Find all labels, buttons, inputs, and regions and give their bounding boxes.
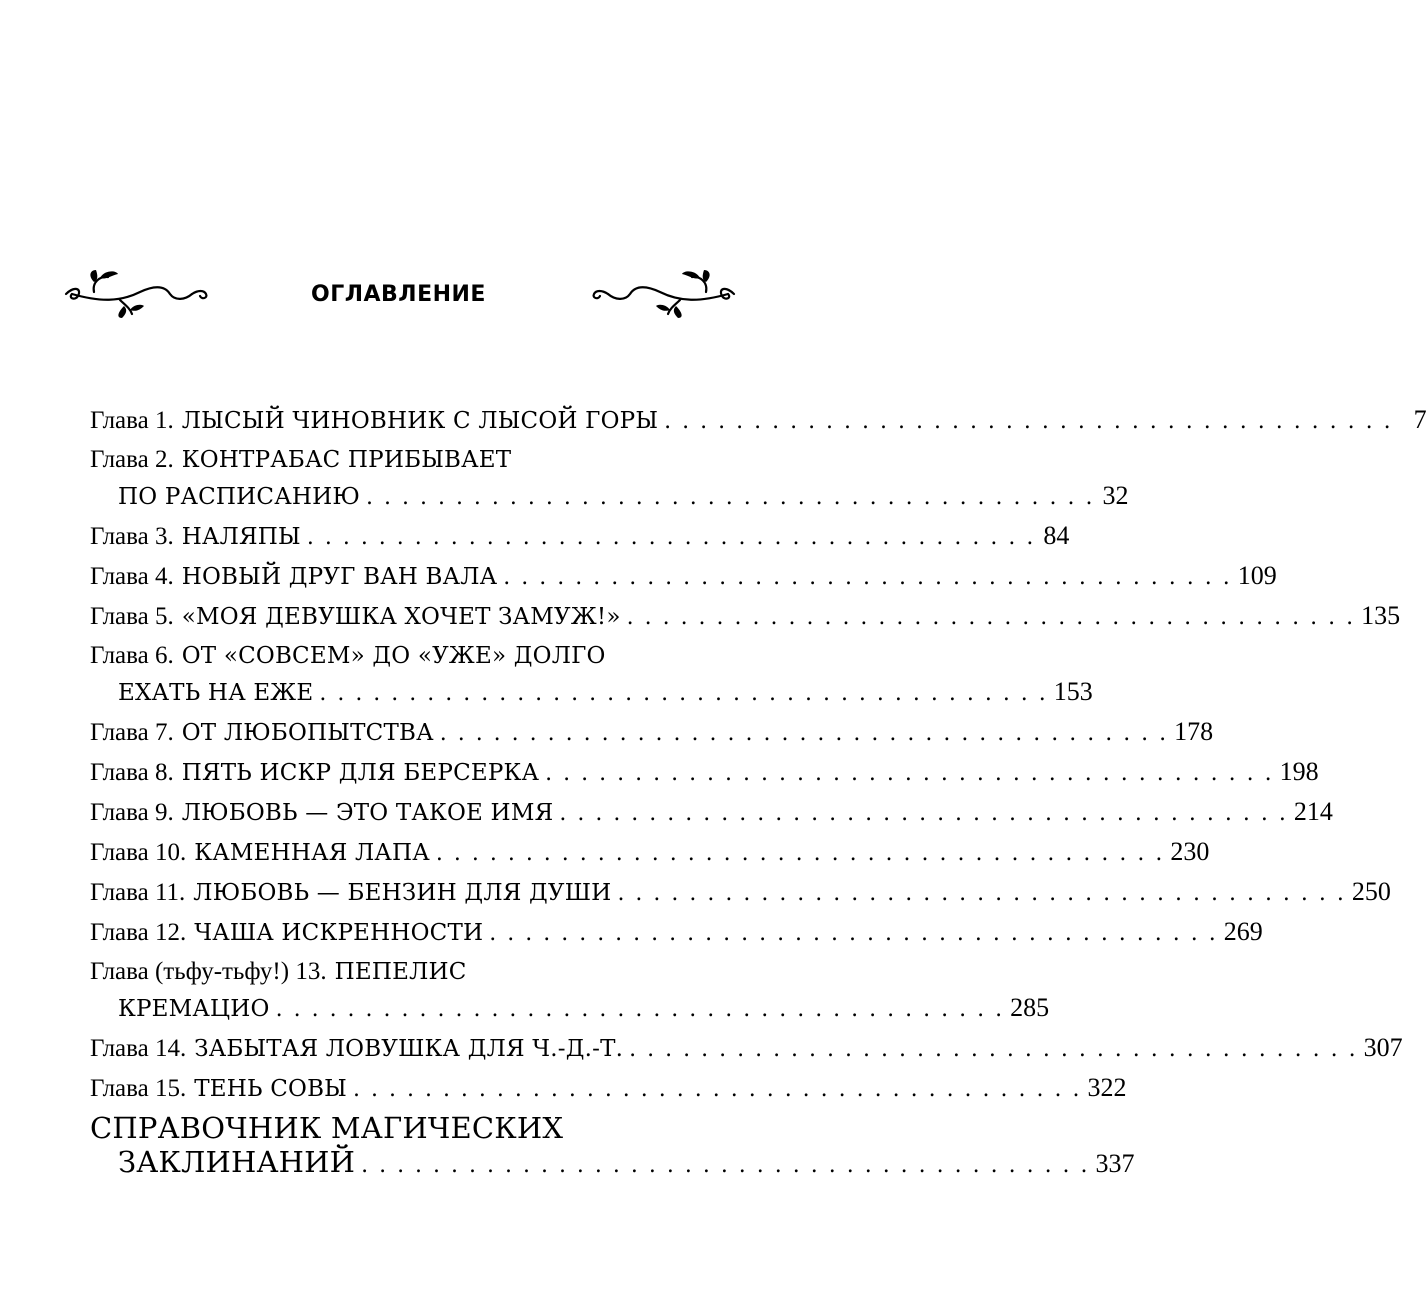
toc-entry-chapter-12[interactable] — [90, 912, 1263, 952]
appendix-title: СПРАВОЧНИК МАГИЧЕСКИХ — [90, 1111, 564, 1145]
chapter-title: «МОЯ ДЕВУШКА ХОЧЕТ ЗАМУЖ!» — [181, 604, 621, 630]
chapter-title: ПЕПЕЛИС — [334, 959, 467, 985]
dot-leader: . . . . . . . . . . . . . . . . . . . . . . . . . . . . . . . . . . . . . . . . . — [439, 721, 1169, 746]
page-number: 109 — [1237, 561, 1277, 590]
chapter-title: НОВЫЙ ДРУГ ВАН ВАЛА — [181, 564, 498, 590]
chapter-title: ОТ «СОВСЕМ» ДО «УЖЕ» ДОЛГО — [181, 643, 606, 669]
toc-entry-chapter-9[interactable] — [90, 792, 1333, 832]
chapter-label: Глава 15. — [90, 1075, 187, 1102]
page-number: 230 — [1170, 837, 1210, 866]
toc-heading — [0, 268, 845, 324]
chapter-title: ПЯТЬ ИСКР ДЛЯ БЕРСЕРКА — [181, 760, 540, 786]
chapter-label: Глава 1. — [90, 407, 174, 434]
toc-entry-chapter-15[interactable] — [90, 1068, 1127, 1108]
chapter-title: КАМЕННАЯ ЛАПА — [194, 840, 430, 866]
chapter-title: ЛЮБОВЬ — БЕНЗИН ДЛЯ ДУШИ — [193, 880, 612, 906]
toc-entry-chapter-3[interactable] — [90, 516, 1070, 556]
dot-leader: . . . . . . . . . . . . . . . . . . . . . . . . . . . . . . . . . . . . . . . . . — [559, 801, 1288, 826]
page-number: 307 — [1363, 1033, 1403, 1062]
chapter-title: КОНТРАБАС ПРИБЫВАЕТ — [181, 447, 512, 473]
dot-leader: . . . . . . . . . . . . . . . . . . . . . . . . . . . . . . . . . . . . . . . . . — [664, 409, 1393, 434]
dot-leader: . . . . . . . . . . . . . . . . . . . . . . . . . . . . . . . . . . . . . . . . . — [629, 1037, 1358, 1062]
chapter-title: ЧАША ИСКРЕННОСТИ — [194, 920, 484, 946]
chapter-label: Глава 2. — [90, 446, 174, 473]
appendix-title-continued: ЗАКЛИНАНИЙ — [118, 1145, 356, 1179]
page-number: 84 — [1043, 521, 1070, 550]
toc-entry-chapter-4[interactable] — [90, 556, 1277, 596]
toc-entry-appendix[interactable] — [90, 1108, 1135, 1180]
page-number: 198 — [1279, 757, 1319, 786]
toc-entry-chapter-6[interactable] — [90, 636, 1093, 712]
chapter-label: Глава 5. — [90, 603, 174, 630]
dot-leader: . . . . . . . . . . . . . . . . . . . . . . . . . . . . . . . . . . . . . . . . . — [545, 761, 1274, 786]
dot-leader: . . . . . . . . . . . . . . . . . . . . . . . . . . . . . . . . . . . . . . . . . — [319, 681, 1048, 706]
chapter-label: Глава 8. — [90, 759, 174, 786]
chapter-label: Глава 6. — [90, 642, 174, 669]
dot-leader: . . . . . . . . . . . . . . . . . . . . . . . . . . . . . . . . . . . . . . . . . — [489, 921, 1218, 946]
page-number: 153 — [1053, 677, 1093, 706]
chapter-label: Глава 9. — [90, 799, 174, 826]
toc-entry-chapter-2[interactable] — [90, 440, 1129, 516]
vine-ornament-right-icon — [590, 268, 740, 318]
dot-leader: . . . . . . . . . . . . . . . . . . . . . . . . . . . . . . . . . . . . . . . . . — [626, 605, 1356, 630]
toc-list — [90, 400, 1427, 1180]
page-number: 337 — [1095, 1149, 1135, 1178]
dot-leader: . . . . . . . . . . . . . . . . . . . . . . . . . . . . . . . . . . . . . . . . . — [361, 1153, 1090, 1178]
page-number: 214 — [1293, 797, 1333, 826]
chapter-label: Глава 11. — [90, 879, 186, 906]
dot-leader: . . . . . . . . . . . . . . . . . . . . . . . . . . . . . . . . . . . . . . . . . — [306, 525, 1036, 550]
chapter-title: НАЛЯПЫ — [181, 524, 301, 550]
chapter-label: Глава 7. — [90, 719, 174, 746]
chapter-title-continued: ПО РАСПИСАНИЮ — [118, 484, 361, 510]
toc-title: ОГЛАВЛЕНИЕ — [311, 282, 486, 307]
dot-leader: . . . . . . . . . . . . . . . . . . . . . . . . . . . . . . . . . . . . . . . . . — [435, 841, 1165, 866]
toc-entry-chapter-7[interactable] — [90, 712, 1214, 752]
page-number: 269 — [1223, 917, 1263, 946]
dot-leader: . . . . . . . . . . . . . . . . . . . . . . . . . . . . . . . . . . . . . . . . . — [617, 881, 1346, 906]
chapter-title: ТЕНЬ СОВЫ — [194, 1076, 348, 1102]
chapter-label: Глава 14. — [90, 1035, 187, 1062]
page-number: 250 — [1351, 877, 1391, 906]
chapter-label: Глава 12. — [90, 919, 187, 946]
page-number: 135 — [1361, 601, 1401, 630]
chapter-title: ЛЮБОВЬ — ЭТО ТАКОЕ ИМЯ — [181, 800, 554, 826]
toc-entry-chapter-10[interactable] — [90, 832, 1210, 872]
page-number: 32 — [1102, 481, 1129, 510]
chapter-title: ОТ ЛЮБОПЫТСТВА — [181, 720, 434, 746]
toc-entry-chapter-5[interactable] — [90, 596, 1401, 636]
chapter-label: Глава 3. — [90, 523, 174, 550]
dot-leader: . . . . . . . . . . . . . . . . . . . . . . . . . . . . . . . . . . . . . . . . . — [275, 997, 1005, 1022]
chapter-label: Глава 10. — [90, 839, 187, 866]
chapter-label: Глава (тьфу-тьфу!) 13. — [90, 958, 327, 985]
dot-leader: . . . . . . . . . . . . . . . . . . . . . . . . . . . . . . . . . . . . . . . . . — [353, 1077, 1082, 1102]
page-number: 7 — [1413, 405, 1427, 434]
chapter-title: ЛЫСЫЙ ЧИНОВНИК С ЛЫСОЙ ГОРЫ — [181, 408, 659, 434]
toc-entry-chapter-14[interactable] — [90, 1028, 1403, 1068]
page-number: 178 — [1174, 717, 1214, 746]
toc-entry-chapter-1[interactable] — [90, 400, 1427, 440]
toc-entry-chapter-8[interactable] — [90, 752, 1319, 792]
page-number: 322 — [1087, 1073, 1127, 1102]
toc-entry-chapter-11[interactable] — [90, 872, 1391, 912]
chapter-title-continued: ЕХАТЬ НА ЕЖЕ — [118, 680, 314, 706]
dot-leader: . . . . . . . . . . . . . . . . . . . . . . . . . . . . . . . . . . . . . . . . . — [366, 485, 1095, 510]
page-number: 285 — [1010, 993, 1050, 1022]
chapter-title-continued: КРЕМАЦИО — [118, 996, 270, 1022]
toc-entry-chapter-13[interactable] — [90, 952, 1050, 1028]
dot-leader: . . . . . . . . . . . . . . . . . . . . . . . . . . . . . . . . . . . . . . . . . — [503, 565, 1232, 590]
chapter-title: ЗАБЫТАЯ ЛОВУШКА ДЛЯ Ч.-Д.-Т. — [194, 1036, 624, 1062]
chapter-label: Глава 4. — [90, 563, 174, 590]
